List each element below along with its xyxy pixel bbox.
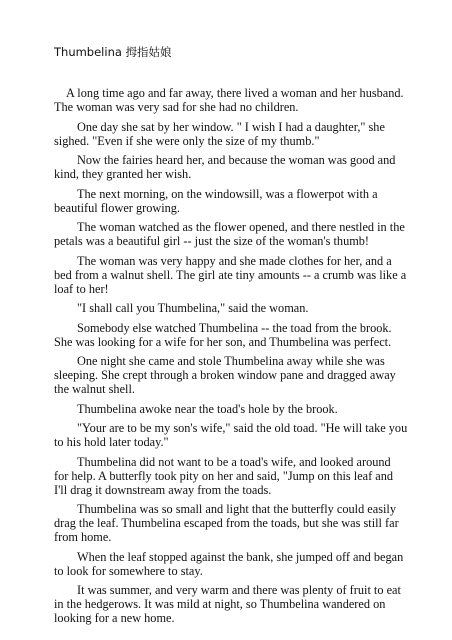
paragraph: The woman was very happy and she made clothes for her, and a bed from a walnut shell. The girl ate tiny amounts -- a crumb was like a loaf to her! [54,253,407,296]
paragraph: The woman watched as the flower opened, and there nestled in the petals was a beautiful girl -- just the size of the woman's thumb! [54,220,405,248]
paragraph: Thumbelina awoke near the toad's hole by the brook. [77,401,338,416]
paragraph: One night she came and stole Thumbelina away while she was sleeping. She crept through a broken window pane and dragged away the walnut shell. [54,354,396,396]
document-title: Thumbelina 拇指姑娘 [54,45,172,59]
document-body [54,86,408,631]
paragraph: When the leaf stopped against the bank, she jumped off and began to look for somewhere to stay. [54,549,404,578]
paragraph: Somebody else watched Thumbelina -- the toad from the brook. She was looking for a wife for her son, and Thumbelina was perfect. [54,320,392,349]
paragraph: "I shall call you Thumbelina," said the woman. [77,301,309,315]
paragraph: A long time ago and far away, there lived a woman and her husband. The woman was very sad for she had no children. [54,86,404,114]
paragraph: "Your are to be my son's wife," said the old toad. "He will take you to his hold later today." [54,421,408,449]
paragraph: Now the fairies heard her, and because the woman was good and kind, they granted her wish. [54,153,396,181]
paragraph: Thumbelina was so small and light that the butterfly could easily drag the leaf. Thumbelina escaped from the toads, but she was still far from home. [54,502,399,544]
paragraph: One day she sat by her window. " I wish I had a daughter," she sighed. "Even if she were only the size of my thumb." [54,119,385,148]
paragraph: Thumbelina did not want to be a toad's wife, and looked around for help. A butterfly took pity on her and said, "Jump on this leaf and I'll drag it downstream away from the toads. [54,454,394,497]
paragraph: The next morning, on the windowsill, was a flowerpot with a beautiful flower growing. [54,186,378,215]
paragraph: It was summer, and very warm and there was plenty of fruit to eat in the hedgerows. It was mild at night, so Thumbelina wandered on looking for a new home. [54,583,401,625]
